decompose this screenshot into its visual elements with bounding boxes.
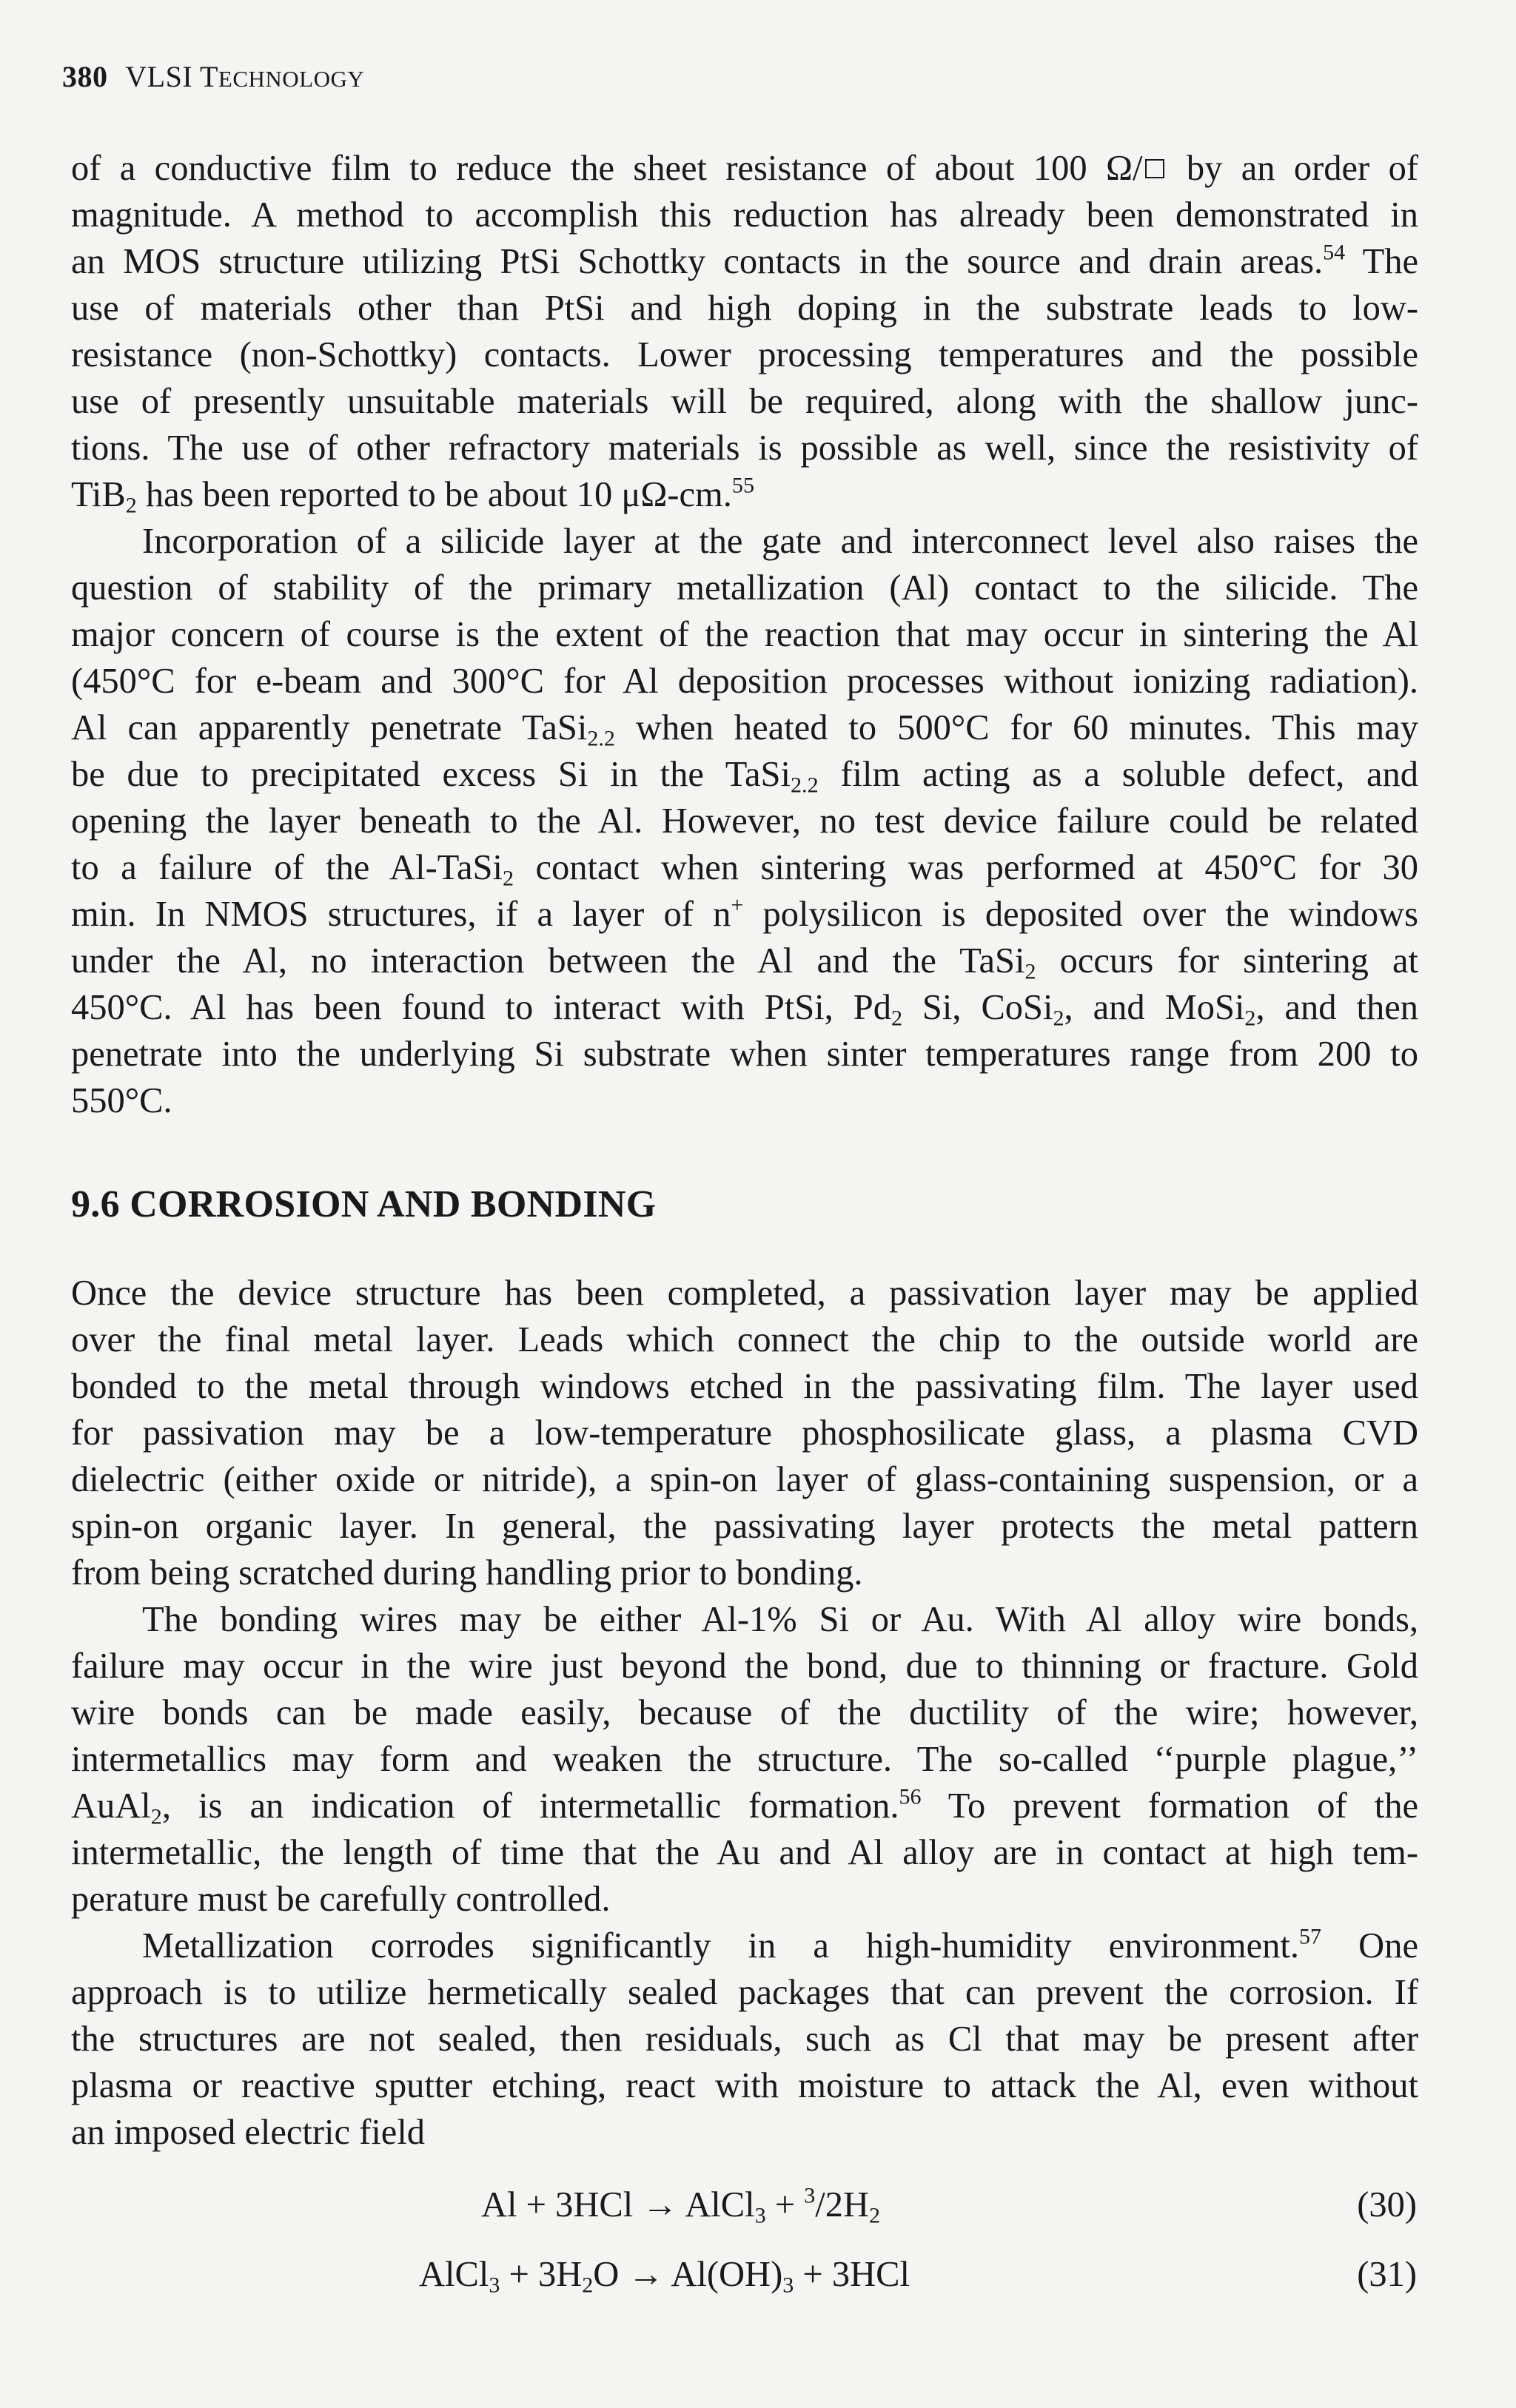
paragraph-4 bbox=[71, 1596, 1418, 1923]
text-line: AuAl$_2$, is an indication of intermetallic formation.$^{56}$ To prevent formation of the bbox=[71, 1783, 1418, 1829]
text-line: under the Al, no interaction between the Al and the TaSi$_2$ occurs for sintering at bbox=[71, 941, 1419, 984]
text-line: of a conductive film to reduce the sheet resistance of about 100 Ω/ by an order of bbox=[71, 149, 1418, 188]
text-line: 450°C. Al has been found to interact with PtSi, $Pd_2$ Si, CoSi$_2$, and MoSi$_2$, and then bbox=[71, 988, 1419, 1031]
text-line: an MOS structure utilizing PtSi Schottky contacts in the source and drain areas.$^{54}$ The bbox=[71, 239, 1418, 281]
text-line: Incorporation of a silicide layer at the gate and interconnect level also raises the bbox=[142, 522, 1418, 561]
text-line: use of presently unsuitable materials will be required, along with the shallow junc- bbox=[71, 382, 1418, 421]
square-symbol-icon bbox=[1145, 159, 1164, 178]
text-line: plasma or reactive sputter etching, react with moisture to attack the Al, even without bbox=[71, 2066, 1418, 2105]
text-line: an imposed electric field bbox=[71, 2113, 426, 2152]
text-line: Al can apparently penetrate TaSi$_{2.2}$ when heated to 500°C for 60 minutes. This may bbox=[71, 708, 1419, 751]
text-line: bonded to the metal through windows etched in the passivating film. The layer used bbox=[71, 1367, 1418, 1406]
text-line: failure may occur in the wire just beyond the bond, due to thinning or fracture. Gold bbox=[71, 1647, 1418, 1686]
text-line: for passivation may be a low-temperature phosphosilicate glass, a plasma CVD bbox=[71, 1413, 1418, 1453]
equation-30: Al + 3HCl → AlCl$_3$ + $^3/2H_2$ bbox=[481, 2182, 881, 2228]
text-line: over the final metal layer. Leads which connect the chip to the outside world are bbox=[71, 1320, 1418, 1359]
paragraph-5 bbox=[71, 1923, 1418, 2156]
text-line: spin-on organic layer. In general, the passivating layer protects the metal pattern bbox=[71, 1507, 1418, 1546]
text-line: TiB$_2$ has been reported to be about 10 μΩ-cm.$^{55}$ bbox=[71, 472, 754, 518]
equation-number: (30) bbox=[1357, 2185, 1417, 2224]
text-line: from being scratched during handling prior to bonding. bbox=[71, 1553, 863, 1593]
text-line: to a failure of the Al-TaSi$_2$ contact when sintering was performed at 450°C for 30 bbox=[71, 848, 1419, 891]
running-header bbox=[62, 59, 364, 94]
text-line: approach is to utilize hermetically sealed packages that can prevent the corrosion. If bbox=[71, 1973, 1418, 2012]
text-line: Metallization corrodes significantly in a high-humidity environment.$^{57}$ One bbox=[142, 1923, 1418, 1965]
text-line: (450°C for e-beam and 300°C for Al deposition processes without ionizing radiation). bbox=[71, 662, 1418, 701]
text-line: min. In NMOS structures, if a layer of n+ polysilicon is deposited over the windows bbox=[71, 892, 1418, 934]
equation-31: AlCl$_3$ + $3H_2O \to Al(OH)_3 + 3HCl$ bbox=[419, 2255, 910, 2298]
running-title-rest: ECHNOLOGY bbox=[218, 66, 365, 92]
section-heading: 9.6 CORROSION AND BONDING bbox=[71, 1183, 657, 1225]
text-line: the structures are not sealed, then residuals, such as Cl that may be present after bbox=[71, 2019, 1418, 2059]
footnote-ref: 56 bbox=[899, 1783, 922, 1809]
footnote-ref: 55 bbox=[731, 472, 754, 498]
text-line: intermetallics may form and weaken the structure. The so-called ‘‘purple plague,’’ bbox=[71, 1740, 1418, 1779]
text-line: The bonding wires may be either Al-1% Si or Au. With Al alloy wire bonds, bbox=[142, 1600, 1418, 1639]
text-line: major concern of course is the extent of the reaction that may occur in sintering the Al bbox=[71, 615, 1418, 654]
text-line: dielectric (either oxide or nitride), a spin-on layer of glass-containing suspension, or a bbox=[71, 1460, 1418, 1499]
text-line: perature must be carefully controlled. bbox=[71, 1880, 611, 1919]
equation-number: (31) bbox=[1357, 2255, 1417, 2294]
paragraph-1 bbox=[71, 145, 1418, 518]
page-number: 380 bbox=[62, 60, 108, 93]
paragraph-2 bbox=[71, 518, 1418, 1124]
text-line: tions. The use of other refractory materials is possible as well, since the resistivity of bbox=[71, 428, 1418, 468]
text-line: 550°C. bbox=[71, 1081, 172, 1120]
footnote-ref: 57 bbox=[1298, 1923, 1322, 1949]
text-line: penetrate into the underlying Si substrate when sinter temperatures range from 200 to bbox=[71, 1035, 1418, 1074]
text-line: intermetallic, the length of time that the Au and Al alloy are in contact at high tem- bbox=[71, 1833, 1418, 1872]
text-line: be due to precipitated excess Si in the TaSi$_{2.2}$ film acting as a soluble defect, and bbox=[71, 755, 1419, 798]
text-line: question of stability of the primary metallization (Al) contact to the silicide. The bbox=[71, 568, 1418, 608]
running-title-initial: T bbox=[199, 60, 218, 93]
footnote-ref: 54 bbox=[1323, 239, 1346, 265]
text-line: magnitude. A method to accomplish this reduction has already been demonstrated in bbox=[71, 195, 1418, 235]
paragraph-3 bbox=[71, 1270, 1418, 1596]
text-line: resistance (non-Schottky) contacts. Lower processing temperatures and the possible bbox=[71, 335, 1418, 374]
text-line: Once the device structure has been completed, a passivation layer may be applied bbox=[71, 1274, 1418, 1313]
text-line: use of materials other than PtSi and high doping in the substrate leads to low- bbox=[71, 289, 1418, 328]
text-line: opening the layer beneath to the Al. However, no test device failure could be related bbox=[71, 801, 1418, 841]
text-line: wire bonds can be made easily, because of the ductility of the wire; however, bbox=[71, 1693, 1418, 1732]
running-title-prefix: VLSI bbox=[125, 60, 193, 93]
